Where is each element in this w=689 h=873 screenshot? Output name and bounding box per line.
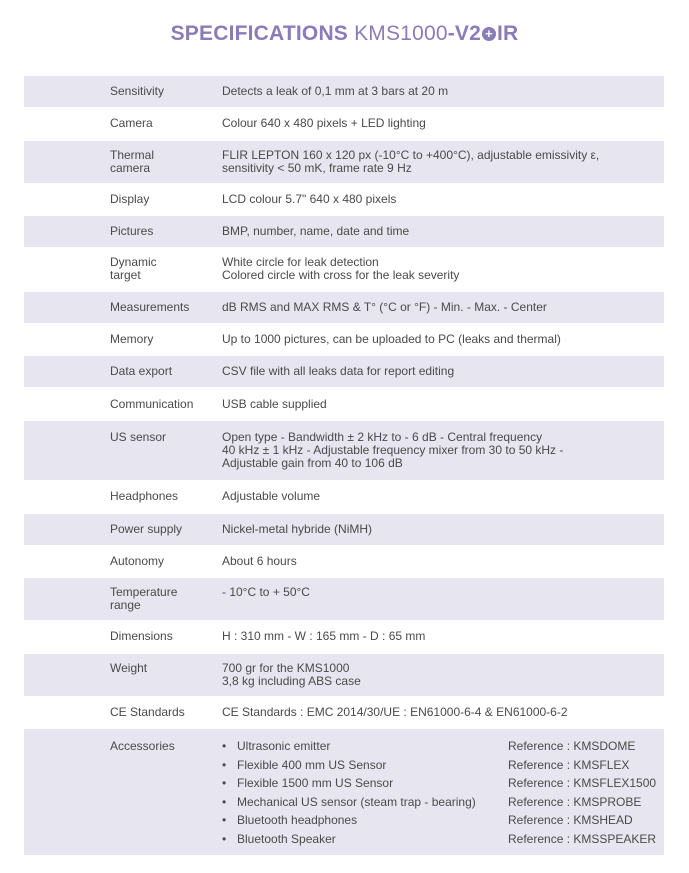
spec-value-line: LCD colour 5.7" 640 x 480 pixels bbox=[222, 191, 397, 206]
accessory-reference: Reference : KMSHEAD bbox=[508, 813, 633, 828]
spec-label bbox=[110, 256, 210, 282]
spec-label-line: Power supply bbox=[110, 521, 183, 536]
accessory-reference: Reference : KMSDOME bbox=[508, 739, 636, 754]
spec-value bbox=[222, 225, 652, 238]
spec-row bbox=[24, 324, 664, 355]
spec-value bbox=[222, 398, 652, 411]
spec-label bbox=[110, 555, 210, 568]
spec-label-line: Sensitivity bbox=[110, 84, 165, 98]
bullet-icon: • bbox=[222, 832, 227, 847]
bullet-icon: • bbox=[222, 813, 227, 828]
spec-label bbox=[110, 301, 210, 314]
spec-label bbox=[110, 586, 210, 612]
spec-value-line: 40 kHz ± 1 kHz - Adjustable frequency mixer from 30 to 50 kHz - bbox=[222, 442, 564, 457]
spec-label-line: Dynamic bbox=[110, 255, 157, 270]
spec-value-line: CE Standards : EMC 2014/30/UE : EN61000-6-4 & EN61000-6-2 bbox=[222, 705, 568, 720]
spec-row bbox=[24, 292, 664, 323]
accessory-reference: Reference : KMSPROBE bbox=[508, 795, 642, 810]
spec-label bbox=[110, 523, 210, 536]
spec-label-line: Thermal bbox=[110, 147, 155, 162]
spec-row bbox=[24, 248, 664, 290]
spec-label-line: Pictures bbox=[110, 224, 154, 239]
spec-value bbox=[222, 555, 652, 568]
spec-row bbox=[24, 654, 664, 696]
spec-value-line: Nickel-metal hybride (NiMH) bbox=[222, 521, 373, 536]
spec-label bbox=[110, 630, 210, 643]
spec-label-line: Autonomy bbox=[110, 553, 165, 568]
spec-value bbox=[222, 85, 652, 98]
spec-value bbox=[222, 117, 652, 130]
spec-value bbox=[222, 662, 652, 688]
spec-label bbox=[110, 662, 210, 675]
spec-label-line: camera bbox=[110, 160, 151, 175]
spec-value bbox=[222, 431, 652, 470]
spec-value-line: Colour 640 x 480 pixels + LED lighting bbox=[222, 116, 426, 131]
spec-row bbox=[24, 184, 664, 215]
spec-value bbox=[222, 301, 652, 314]
title-model: KMS1000 bbox=[354, 22, 448, 45]
spec-row bbox=[24, 108, 664, 139]
spec-value-line: FLIR LEPTON 160 x 120 px (-10°C to +400°C), adjustable emissivity ε, bbox=[222, 147, 600, 162]
spec-value bbox=[222, 256, 652, 282]
spec-value-line: dB RMS and MAX RMS & T° (°C or °F) - Min. - Max. - Center bbox=[222, 299, 547, 314]
accessory-name: Bluetooth Speaker bbox=[237, 832, 336, 847]
title-version: -V2 bbox=[447, 22, 481, 45]
spec-value-line: 3,8 kg including ABS case bbox=[222, 673, 361, 688]
spec-label bbox=[110, 225, 210, 238]
accessories-row bbox=[24, 729, 664, 855]
spec-value-line: Adjustable gain from 40 to 106 dB bbox=[222, 455, 403, 470]
spec-value-line: CSV file with all leaks data for report editing bbox=[222, 364, 455, 379]
title-specifications: SPECIFICATIONS bbox=[170, 22, 349, 45]
title-ir: IR bbox=[496, 22, 519, 45]
spec-label-line: CE Standards bbox=[110, 705, 185, 720]
spec-value-line: USB cable supplied bbox=[222, 396, 327, 411]
accessory-reference: Reference : KMSFLEX bbox=[508, 758, 630, 773]
spec-label bbox=[110, 117, 210, 130]
spec-label-line: US sensor bbox=[110, 429, 167, 444]
spec-row bbox=[24, 697, 664, 728]
spec-row bbox=[24, 216, 664, 247]
spec-value-line: sensitivity < 50 mK, frame rate 9 Hz bbox=[222, 160, 412, 175]
spec-row bbox=[24, 578, 664, 620]
spec-value-line: Adjustable volume bbox=[222, 489, 321, 504]
spec-value-line: 700 gr for the KMS1000 bbox=[222, 660, 350, 675]
spec-label-line: Memory bbox=[110, 332, 154, 347]
plus-icon: + bbox=[482, 27, 496, 41]
spec-row bbox=[24, 621, 664, 652]
accessory-name: Mechanical US sensor (steam trap - bearing) bbox=[237, 795, 476, 810]
spec-row bbox=[24, 421, 664, 480]
spec-label-line: Camera bbox=[110, 116, 153, 131]
spec-label bbox=[110, 490, 210, 503]
spec-label-line: Data export bbox=[110, 364, 173, 379]
spec-value bbox=[222, 365, 652, 378]
spec-value bbox=[222, 333, 652, 346]
spec-value bbox=[222, 149, 652, 175]
spec-value-line: About 6 hours bbox=[222, 553, 297, 568]
accessory-name: Ultrasonic emitter bbox=[237, 739, 331, 754]
spec-value bbox=[222, 630, 652, 643]
spec-label-line: Temperature bbox=[110, 585, 178, 600]
spec-label bbox=[110, 333, 210, 346]
spec-label bbox=[110, 193, 210, 206]
spec-label bbox=[110, 431, 210, 444]
spec-row bbox=[24, 546, 664, 577]
bullet-icon: • bbox=[222, 739, 227, 754]
spec-label-line: range bbox=[110, 598, 141, 613]
spec-value-line: H : 310 mm - W : 165 mm - D : 65 mm bbox=[222, 629, 426, 644]
spec-row bbox=[24, 481, 664, 512]
bullet-icon: • bbox=[222, 776, 227, 791]
spec-row bbox=[24, 514, 664, 545]
accessory-name: Flexible 400 mm US Sensor bbox=[237, 758, 387, 773]
specifications-table bbox=[24, 76, 664, 855]
spec-label bbox=[110, 85, 210, 98]
spec-value bbox=[222, 523, 652, 536]
spec-row bbox=[24, 389, 664, 420]
spec-value-line: Colored circle with cross for the leak severity bbox=[222, 268, 460, 283]
spec-label bbox=[110, 365, 210, 378]
spec-label-line: Dimensions bbox=[110, 629, 173, 644]
spec-label-line: Communication bbox=[110, 396, 194, 411]
spec-row bbox=[24, 76, 664, 107]
spec-row bbox=[24, 141, 664, 183]
accessory-reference: Reference : KMSSPEAKER bbox=[508, 832, 657, 847]
spec-label-line: Display bbox=[110, 191, 150, 206]
spec-value-line: Up to 1000 pictures, can be uploaded to PC (leaks and thermal) bbox=[222, 332, 561, 347]
spec-value bbox=[222, 490, 652, 503]
spec-value-line: Open type - Bandwidth ± 2 kHz to - 6 dB - Central frequency bbox=[222, 429, 543, 444]
spec-value bbox=[222, 706, 652, 719]
spec-label-line: Measurements bbox=[110, 299, 190, 314]
spec-label bbox=[110, 149, 210, 175]
page-title bbox=[0, 22, 689, 46]
accessory-name: Bluetooth headphones bbox=[237, 813, 358, 828]
spec-value bbox=[222, 586, 652, 599]
spec-value bbox=[222, 193, 652, 206]
accessories-label: Accessories bbox=[110, 739, 175, 754]
spec-value-line: BMP, number, name, date and time bbox=[222, 224, 410, 239]
accessory-reference: Reference : KMSFLEX1500 bbox=[508, 776, 657, 791]
spec-value-line: White circle for leak detection bbox=[222, 255, 379, 270]
spec-label bbox=[110, 706, 210, 719]
accessory-name: Flexible 1500 mm US Sensor bbox=[237, 776, 394, 791]
spec-label-line: target bbox=[110, 268, 141, 283]
spec-label-line: Weight bbox=[110, 660, 148, 675]
spec-value-line: Detects a leak of 0,1 mm at 3 bars at 20 m bbox=[222, 84, 449, 98]
bullet-icon: • bbox=[222, 795, 227, 810]
spec-row bbox=[24, 356, 664, 387]
spec-label-line: Headphones bbox=[110, 489, 179, 504]
spec-value-line: - 10°C to + 50°C bbox=[222, 585, 310, 600]
spec-label bbox=[110, 398, 210, 411]
bullet-icon: • bbox=[222, 758, 227, 773]
